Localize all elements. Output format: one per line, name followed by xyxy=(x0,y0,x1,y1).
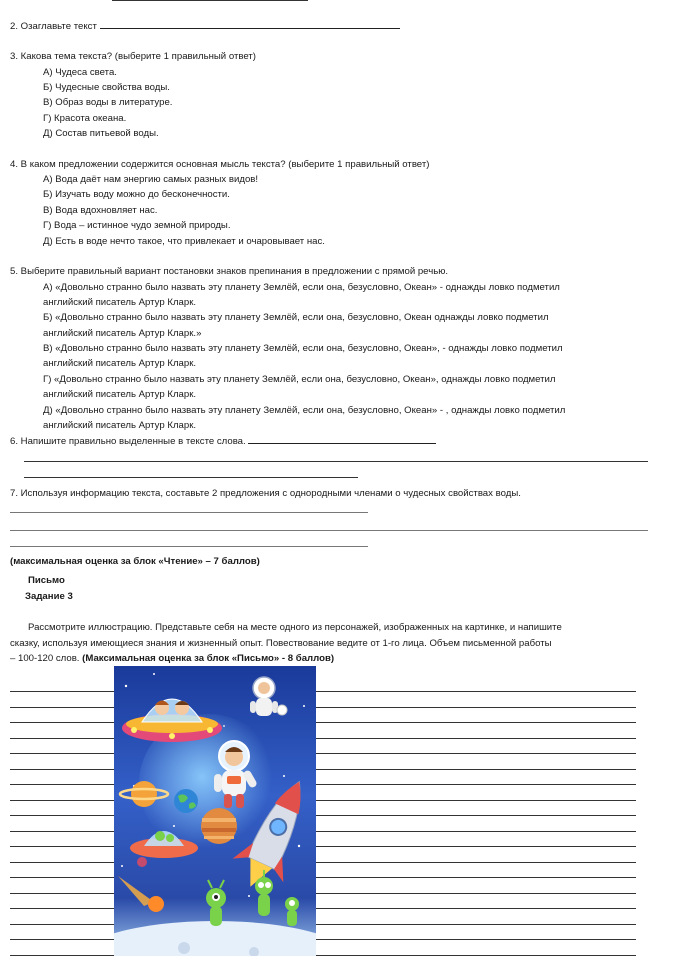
q5-option-b: Б) «Довольно странно было назвать эту планету Землёй, если она, безусловно, Океан однажды ловко подметил xyxy=(43,312,549,323)
writing-line[interactable] xyxy=(316,691,636,692)
writing-line[interactable] xyxy=(316,831,636,832)
q5-option-b-cont: английский писатель Артур Кларк.» xyxy=(43,328,202,339)
q3-option: А) Чудеса света. xyxy=(43,67,117,78)
writing-line[interactable] xyxy=(10,784,114,785)
q6-answer-line[interactable] xyxy=(24,477,358,478)
writing-score: (Максимальная оценка за блок «Письмо» - 8 баллов) xyxy=(82,653,335,664)
q5-option-c-cont: английский писатель Артур Кларк. xyxy=(43,358,197,369)
reading-score: (максимальная оценка за блок «Чтение» – 7 баллов) xyxy=(10,556,260,567)
q5-option-d: Г) «Довольно странно было назвать эту планету Землёй, если она, безусловно, Океан», однажды ловко подметил xyxy=(43,374,556,385)
writing-line[interactable] xyxy=(316,877,636,878)
space-illustration xyxy=(114,666,316,956)
q5-option-e-cont: английский писатель Артур Кларк. xyxy=(43,420,197,431)
writing-line[interactable] xyxy=(316,784,636,785)
writing-line[interactable] xyxy=(316,815,636,816)
q4-option: А) Вода даёт нам энергию самых разных видов! xyxy=(43,174,259,185)
writing-line[interactable] xyxy=(10,738,114,739)
q5-option-c: В) «Довольно странно было назвать эту планету Землёй, если она, безусловно, Океан», - однажды ловко подметил xyxy=(43,343,563,354)
q3-option: Б) Чудесные свойства воды. xyxy=(43,82,170,93)
writing-line[interactable] xyxy=(10,691,114,692)
writing-line[interactable] xyxy=(10,893,114,894)
writing-line[interactable] xyxy=(316,769,636,770)
writing-line[interactable] xyxy=(10,877,114,878)
writing-line[interactable] xyxy=(10,769,114,770)
writing-line[interactable] xyxy=(10,908,114,909)
q3-question: 3. Какова тема текста? (выберите 1 правильный ответ) xyxy=(10,51,256,62)
planet-earth-shape xyxy=(174,789,198,813)
q6-text: 6. Напишите правильно выделенные в тексте слова. xyxy=(10,436,246,447)
q4-question: 4. В каком предложении содержится основная мысль текста? (выберите 1 правильный ответ) xyxy=(10,159,430,170)
q6-answer-line[interactable] xyxy=(24,461,648,462)
writing-line[interactable] xyxy=(316,800,636,801)
q5-option-a-cont: английский писатель Артур Кларк. xyxy=(43,297,197,308)
q4-option: Д) Есть в воде нечто такое, что привлекает и очаровывает нас. xyxy=(43,236,325,247)
q5-option-a: А) «Довольно странно было назвать эту планету Землёй, если она, безусловно, Океан» - однажды ловко подметил xyxy=(43,282,560,293)
q3-option: В) Образ воды в литературе. xyxy=(43,97,173,108)
writing-line[interactable] xyxy=(316,738,636,739)
writing-line[interactable] xyxy=(10,831,114,832)
writing-line[interactable] xyxy=(10,955,114,956)
q7-question: 7. Используя информацию текста, составьте 2 предложения с однородными членами о чудесных свойствах воды. xyxy=(10,488,521,499)
q2-line xyxy=(10,18,400,34)
q7-answer-line[interactable] xyxy=(10,546,368,547)
q5-question: 5. Выберите правильный вариант постановки знаков препинания в предложении с прямой речью. xyxy=(10,266,449,277)
q7-answer-line[interactable] xyxy=(10,512,368,513)
planet-small-shape xyxy=(137,857,147,867)
q4-option: Г) Вода – истинное чудо земной природы. xyxy=(43,220,231,231)
q7-answer-line[interactable] xyxy=(10,530,648,531)
writing-line[interactable] xyxy=(10,753,114,754)
writing-line[interactable] xyxy=(316,955,636,956)
q4-option: В) Вода вдохновляет нас. xyxy=(43,205,158,216)
writing-instruction: Рассмотрите иллюстрацию. Представьте себя на месте одного из персонажей, изображенных на картинке, и напишите xyxy=(28,622,562,633)
writing-line[interactable] xyxy=(316,862,636,863)
q2-text: 2. Озаглавьте текст xyxy=(10,21,97,32)
writing-line[interactable] xyxy=(316,893,636,894)
writing-line[interactable] xyxy=(316,939,636,940)
writing-task: Задание 3 xyxy=(25,591,73,602)
writing-instruction-last xyxy=(10,651,334,666)
writing-line[interactable] xyxy=(316,908,636,909)
planet-jupiter-shape xyxy=(201,808,237,844)
q6-line xyxy=(10,433,436,449)
writing-line[interactable] xyxy=(10,846,114,847)
writing-line[interactable] xyxy=(10,815,114,816)
writing-line[interactable] xyxy=(10,862,114,863)
top-rule xyxy=(112,0,308,1)
writing-line[interactable] xyxy=(10,707,114,708)
q5-option-d-cont: английский писатель Артур Кларк. xyxy=(43,389,197,400)
writing-line[interactable] xyxy=(10,800,114,801)
writing-line[interactable] xyxy=(10,924,114,925)
q3-option: Д) Состав питьевой воды. xyxy=(43,128,159,139)
writing-line[interactable] xyxy=(316,722,636,723)
q6-answer-blank[interactable] xyxy=(248,433,436,444)
writing-line[interactable] xyxy=(10,939,114,940)
q2-answer-blank[interactable] xyxy=(100,18,400,29)
q5-option-e: Д) «Довольно странно было назвать эту планету Землёй, если она, безусловно, Океан» - , однажды ловко подметил xyxy=(43,405,566,416)
writing-line[interactable] xyxy=(316,753,636,754)
writing-instruction: сказку, используя имеющиеся знания и жизненный опыт. Повествование ведите от 1-го лица. Объем письменной работы xyxy=(10,638,552,649)
writing-heading: Письмо xyxy=(28,575,65,586)
writing-line[interactable] xyxy=(316,924,636,925)
writing-instruction-text: – 100-120 слов. xyxy=(10,653,80,664)
q3-option: Г) Красота океана. xyxy=(43,113,127,124)
writing-line[interactable] xyxy=(10,722,114,723)
q4-option: Б) Изучать воду можно до бесконечности. xyxy=(43,189,230,200)
writing-line[interactable] xyxy=(316,846,636,847)
writing-line[interactable] xyxy=(316,707,636,708)
